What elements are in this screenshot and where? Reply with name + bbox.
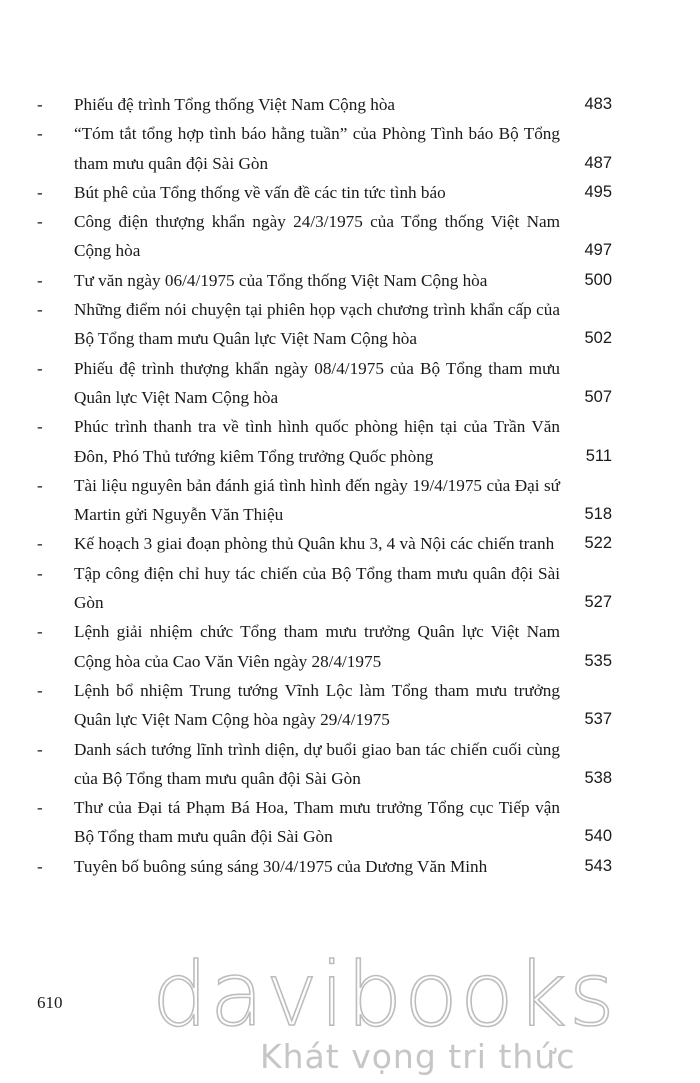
bullet-dash: - [37, 680, 43, 700]
toc-entry-title: Tuyên bố buông súng sáng 30/4/1975 của Dương Văn Minh [74, 856, 488, 876]
toc-page-number: 522 [584, 534, 612, 553]
bullet-dash: - [37, 622, 43, 642]
toc-page-number: 527 [584, 593, 612, 612]
toc-entry[interactable] [37, 178, 612, 207]
toc-entry[interactable] [37, 266, 612, 295]
bullet-dash: - [37, 270, 43, 290]
toc-page-number: 500 [584, 270, 612, 289]
toc-entry-title: Phiếu đệ trình Tổng thống Việt Nam Cộng hòa [74, 95, 396, 114]
toc-page-number: 497 [584, 241, 612, 260]
toc-entry[interactable] [37, 295, 612, 354]
toc-page-number: 518 [584, 505, 612, 524]
toc-entry-title: Lệnh giải nhiệm chức Tổng tham mưu trưởng Quân lực Việt Nam Cộng hòa của Cao Văn Viên ngày 28/4/1975 [74, 622, 560, 671]
bullet-dash: - [37, 124, 43, 144]
toc-entry-title: Tập công điện chỉ huy tác chiến của Bộ Tổng tham mưu quân đội Sài Gòn [74, 563, 560, 613]
page-number-footer: 610 [37, 993, 63, 1012]
toc-page-number: 483 [584, 95, 612, 113]
toc-entry[interactable] [37, 90, 612, 119]
bullet-dash: - [37, 739, 43, 759]
bullet-dash: - [37, 475, 43, 495]
bullet-dash: - [37, 182, 43, 202]
bullet-dash: - [37, 212, 43, 232]
toc-page-number: 502 [584, 329, 612, 348]
toc-page-number: 540 [584, 827, 612, 846]
toc-page-number: 538 [584, 768, 612, 787]
toc-page-number: 487 [584, 153, 612, 172]
toc-page-number: 537 [584, 710, 612, 729]
toc-page-number: 543 [584, 856, 612, 875]
bullet-dash: - [37, 95, 43, 114]
toc-entry[interactable] [37, 559, 612, 618]
toc-entry-title: “Tóm tắt tổng hợp tình báo hằng tuần” của Phòng Tình báo Bộ Tổng tham mưu quân đội Sài Gòn [74, 124, 560, 173]
bullet-dash: - [37, 563, 43, 583]
toc-page-number: 535 [584, 651, 612, 670]
toc-entry[interactable] [37, 617, 612, 676]
toc-page-number: 507 [584, 387, 612, 406]
table-of-contents [37, 90, 612, 881]
toc-entry-title: Những điểm nói chuyện tại phiên họp vạch chương trình khẩn cấp của Bộ Tổng tham mưu Quân lực Việt Nam Cộng hòa [74, 300, 560, 349]
toc-entry-title: Danh sách tướng lĩnh trình diện, dự buổi giao ban tác chiến cuối cùng của Bộ Tổng tham mưu quân đội Sài Gòn [74, 739, 560, 788]
toc-page-number: 511 [585, 446, 612, 465]
toc-entry-title: Tài liệu nguyên bản đánh giá tình hình đến ngày 19/4/1975 của Đại sứ Martin gửi Nguyễn Văn Thiệu [74, 475, 560, 525]
watermark-logo-text: davibooks [152, 943, 617, 1046]
toc-entry-title: Bút phê của Tổng thống về vấn đề các tin tức tình báo [74, 182, 446, 202]
toc-entry[interactable] [37, 471, 612, 530]
toc-entry[interactable] [37, 676, 612, 735]
toc-entry[interactable] [37, 119, 612, 178]
toc-entry[interactable] [37, 354, 612, 413]
bullet-dash: - [37, 856, 43, 876]
bullet-dash: - [37, 358, 43, 378]
toc-entry[interactable] [37, 529, 612, 558]
toc-entry-title: Phiếu đệ trình thượng khẩn ngày 08/4/1975 của Bộ Tổng tham mưu Quân lực Việt Nam Cộng hòa [74, 358, 560, 407]
toc-entry[interactable] [37, 207, 612, 266]
toc-entry[interactable] [37, 793, 612, 852]
watermark-tagline: Khát vọng tri thức [260, 1037, 576, 1076]
bullet-dash: - [37, 534, 43, 554]
toc-entry-title: Kế hoạch 3 giai đoạn phòng thủ Quân khu 3, 4 và Nội các chiến tranh [74, 534, 555, 554]
toc-entry-title: Lệnh bổ nhiệm Trung tướng Vĩnh Lộc làm Tổng tham mưu trưởng Quân lực Việt Nam Cộng hòa ngày 29/4/1975 [74, 680, 560, 730]
toc-entry[interactable] [37, 852, 612, 881]
toc-entry[interactable] [37, 735, 612, 794]
bullet-dash: - [37, 798, 43, 818]
toc-entry-title: Phúc trình thanh tra về tình hình quốc phòng hiện tại của Trần Văn Đôn, Phó Thủ tướng kiêm Tổng trưởng Quốc phòng [74, 417, 560, 466]
toc-entry-title: Tư văn ngày 06/4/1975 của Tổng thống Việt Nam Cộng hòa [74, 270, 488, 290]
toc-entry-title: Công điện thượng khẩn ngày 24/3/1975 của Tổng thống Việt Nam Cộng hòa [74, 212, 560, 261]
watermark [152, 943, 617, 1076]
bullet-dash: - [37, 417, 43, 437]
bullet-dash: - [37, 300, 43, 320]
toc-entry-title: Thư của Đại tá Phạm Bá Hoa, Tham mưu trưởng Tổng cục Tiếp vận Bộ Tổng tham mưu quân đội Sài Gòn [74, 798, 560, 847]
toc-entry[interactable] [37, 412, 612, 471]
toc-page-number: 495 [584, 182, 612, 201]
